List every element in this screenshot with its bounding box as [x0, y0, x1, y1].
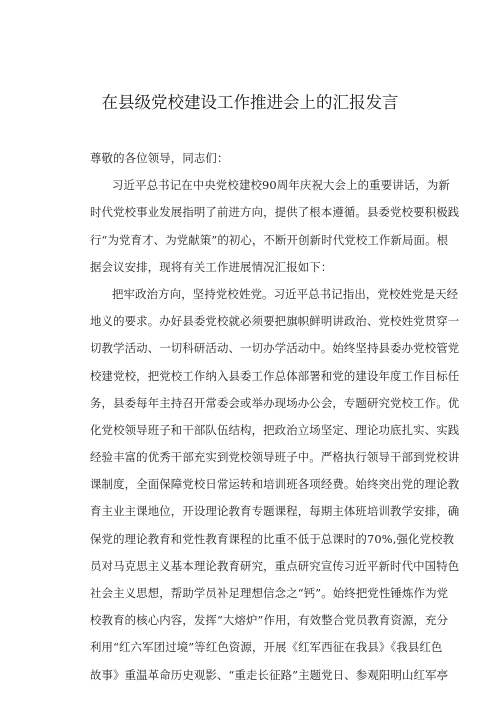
paragraph-line: 地义的要求。办好县委党校就必须要把旗帜鲜明讲政治、党校姓党贯穿一: [90, 314, 460, 329]
paragraph-line: 务，县委每年主持召开常委会或举办现场办公会，专题研究党校工作。优: [90, 395, 460, 410]
paragraph-line: 切教学活动、一切科研活动、一切办学活动中。始终坚持县委办党校管党: [90, 341, 460, 356]
document-body: [90, 145, 460, 689]
paragraph-line: 据会议安排，现将有关工作进展情况汇报如下：: [90, 259, 333, 274]
paragraph-line: 利用“红六军团过境”等红色资源，开展《红军西征在我县》《我县红色: [90, 640, 443, 655]
paragraph-line: 时代党校事业发展指明了前进方向，提供了根本遵循。县委党校要积极践: [90, 205, 460, 220]
paragraph-line: 行“为党育才、为党献策”的初心，不断开创新时代党校工作新局面。根: [90, 232, 449, 247]
paragraph-line: 保党的理论教育和党性教育课程的比重不低于总课时的70%,强化党校教: [90, 531, 455, 546]
paragraph-line: 育主业主课地位，开设理论教育专题课程，每期主体班培训教学安排，确: [90, 504, 460, 519]
paragraph-line: 课制度，全面保障党校日常运转和培训班各项经费。始终突出党的理论教: [90, 477, 460, 492]
document-title: 在县级党校建设工作推进会上的汇报发言: [101, 93, 399, 112]
paragraph-line: 校建党校，把党校工作纳入县委工作总体部署和党的建设年度工作目标任: [90, 368, 460, 383]
paragraph-line: 员对马克思主义基本理论教育研究，重点研究宣传习近平新时代中国特色: [90, 558, 460, 573]
paragraph-line: 把牢政治方向，坚持党校姓党。习近平总书记指出，党校姓党是天经: [112, 286, 459, 301]
paragraph-line: 化党校领导班子和干部队伍结构，把政治立场坚定、理论功底扎实、实践: [90, 422, 460, 437]
salutation-line: 尊敬的各位领导，同志们：: [90, 151, 229, 165]
paragraph-line: 社会主义思想，帮助学员补足理想信念之“钙”。始终把党性锤炼作为党: [90, 586, 449, 600]
paragraph-line: 经验丰富的优秀干部充实到党校领导班子中。严格执行领导干部到党校讲: [90, 450, 460, 465]
paragraph-line: 校教育的核心内容，发挥“大熔炉”作用，有效整合党员教育资源，充分: [90, 613, 449, 628]
paragraph-line: 习近平总书记在中央党校建校90周年庆祝大会上的重要讲话，为新: [112, 178, 450, 193]
paragraph-line: 故事》重温革命历史观影、“重走长征路”主题党日、参观阳明山红军亭: [90, 667, 449, 682]
